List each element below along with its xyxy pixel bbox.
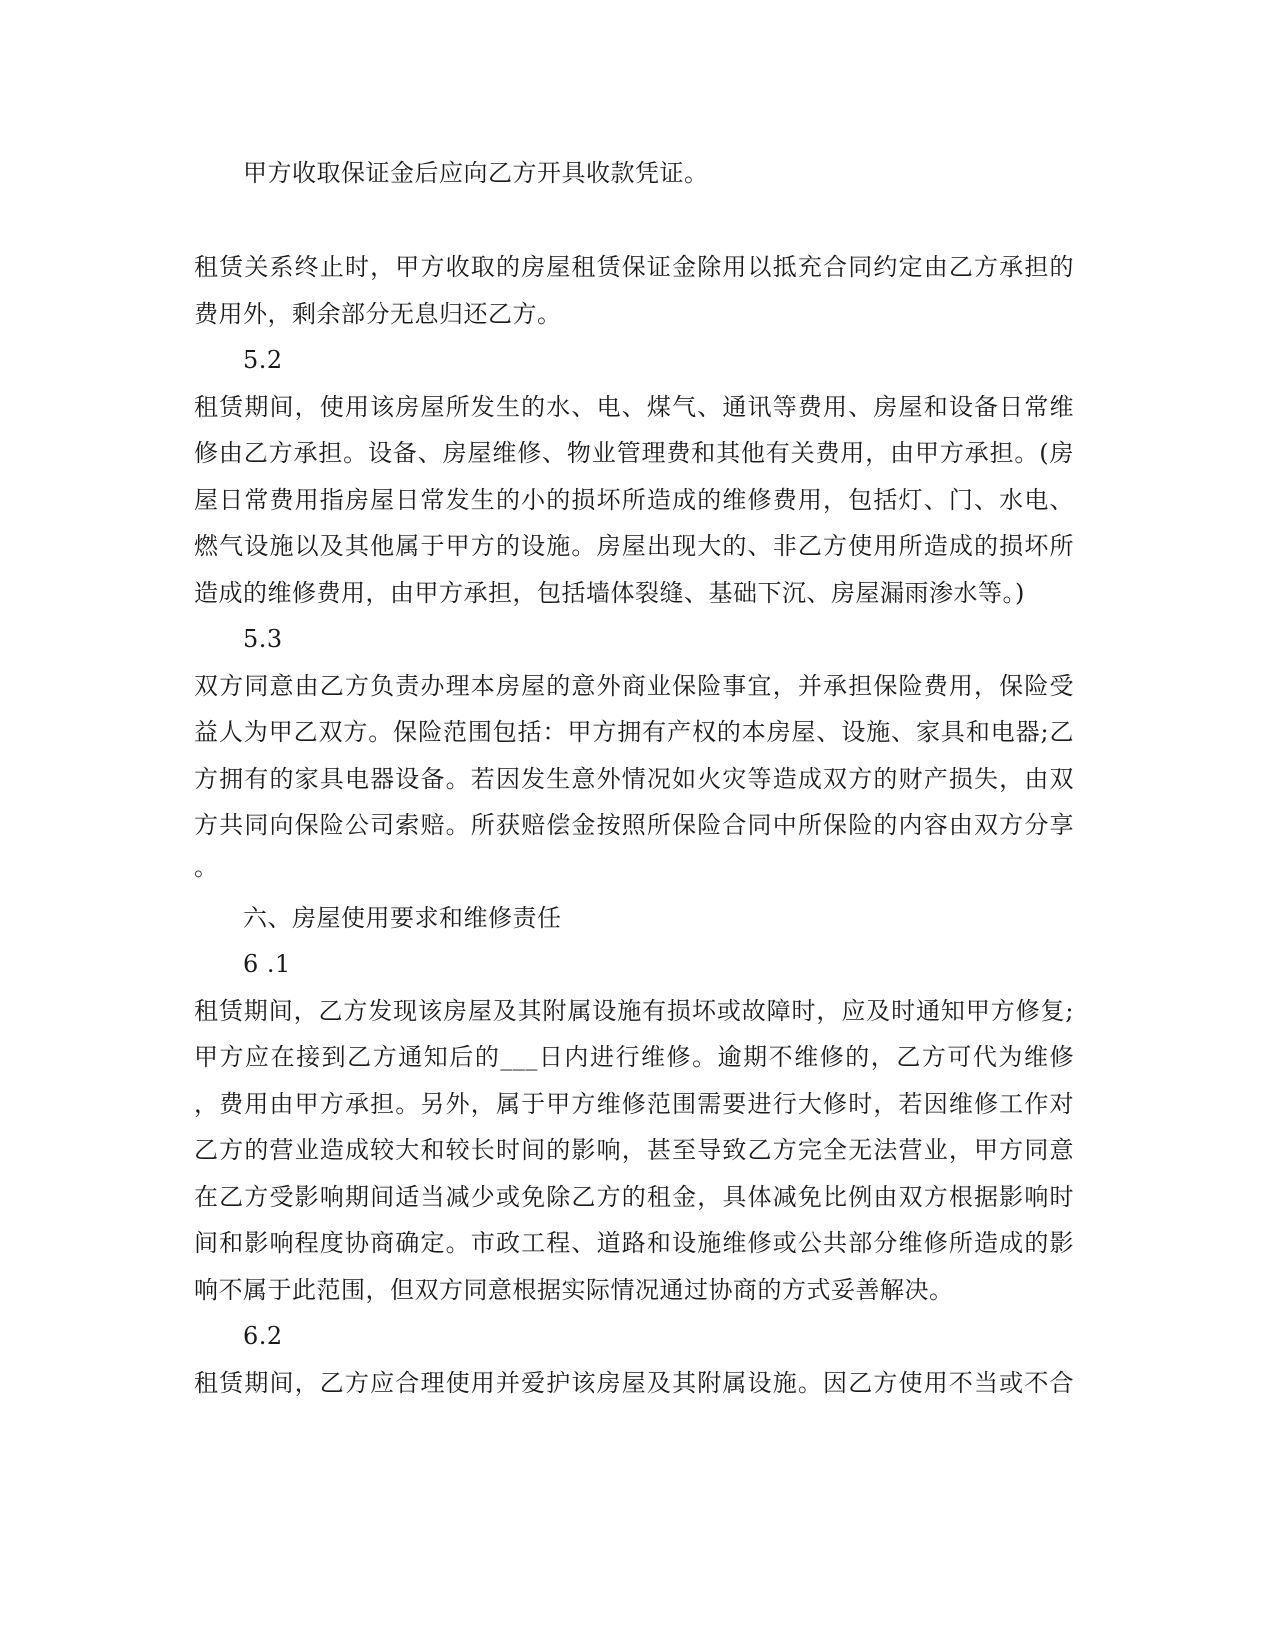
text-line: 双方同意由乙方负责办理本房屋的意外商业保险事宜，并承担保险费用，保险受 bbox=[194, 672, 1074, 700]
clause-number: 5.2 bbox=[243, 346, 283, 374]
text-line: 。 bbox=[194, 853, 219, 881]
text-line: 租赁期间，使用该房屋所发生的水、电、煤气、通讯等费用、房屋和设备日常维 bbox=[194, 393, 1074, 421]
text-line: 燃气设施以及其他属于甲方的设施。房屋出现大的、非乙方使用所造成的损坏所 bbox=[194, 532, 1074, 560]
text-line: 修由乙方承担。设备、房屋维修、物业管理费和其他有关费用，由甲方承担。(房 bbox=[194, 439, 1074, 467]
clause-number: 5.3 bbox=[243, 625, 283, 653]
text-line: 在乙方受影响期间适当减少或免除乙方的租金，具体减免比例由双方根据影响时 bbox=[194, 1183, 1074, 1211]
text-line: 甲方应在接到乙方通知后的___日内进行维修。逾期不维修的，乙方可代为维修 bbox=[194, 1043, 1074, 1071]
text-line: 造成的维修费用，由甲方承担，包括墙体裂缝、基础下沉、房屋漏雨渗水等。) bbox=[194, 579, 1025, 607]
section-heading: 六、房屋使用要求和维修责任 bbox=[243, 904, 562, 932]
text-line: 益人为甲乙双方。保险范围包括：甲方拥有产权的本房屋、设施、家具和电器;乙 bbox=[194, 718, 1074, 746]
text-line: 租赁期间，乙方发现该房屋及其附属设施有损坏或故障时，应及时通知甲方修复; bbox=[194, 997, 1074, 1025]
clause-number: 6 .1 bbox=[243, 950, 291, 978]
text-line: ，费用由甲方承担。另外，属于甲方维修范围需要进行大修时，若因维修工作对 bbox=[194, 1090, 1074, 1118]
text-line: 租赁关系终止时，甲方收取的房屋租赁保证金除用以抵充合同约定由乙方承担的 bbox=[194, 253, 1074, 281]
text-line: 费用外，剩余部分无息归还乙方。 bbox=[194, 300, 562, 328]
clause-number: 6.2 bbox=[243, 1322, 283, 1350]
text-line: 租赁期间，乙方应合理使用并爱护该房屋及其附属设施。因乙方使用不当或不合 bbox=[194, 1369, 1074, 1397]
text-line: 方共同向保险公司索赔。所获赔偿金按照所保险合同中所保险的内容由双方分享 bbox=[194, 811, 1074, 839]
text-line: 屋日常费用指房屋日常发生的小的损坏所造成的维修费用，包括灯、门、水电、 bbox=[194, 486, 1074, 514]
text-line: 响不属于此范围，但双方同意根据实际情况通过协商的方式妥善解决。 bbox=[194, 1276, 954, 1304]
text-line: 甲方收取保证金后应向乙方开具收款凭证。 bbox=[243, 159, 709, 187]
text-line: 方拥有的家具电器设备。若因发生意外情况如火灾等造成双方的财产损失，由双 bbox=[194, 765, 1074, 793]
text-line: 乙方的营业造成较大和较长时间的影响，甚至导致乙方完全无法营业，甲方同意 bbox=[194, 1136, 1074, 1164]
text-line: 间和影响程度协商确定。市政工程、道路和设施维修或公共部分维修所造成的影 bbox=[194, 1229, 1074, 1257]
